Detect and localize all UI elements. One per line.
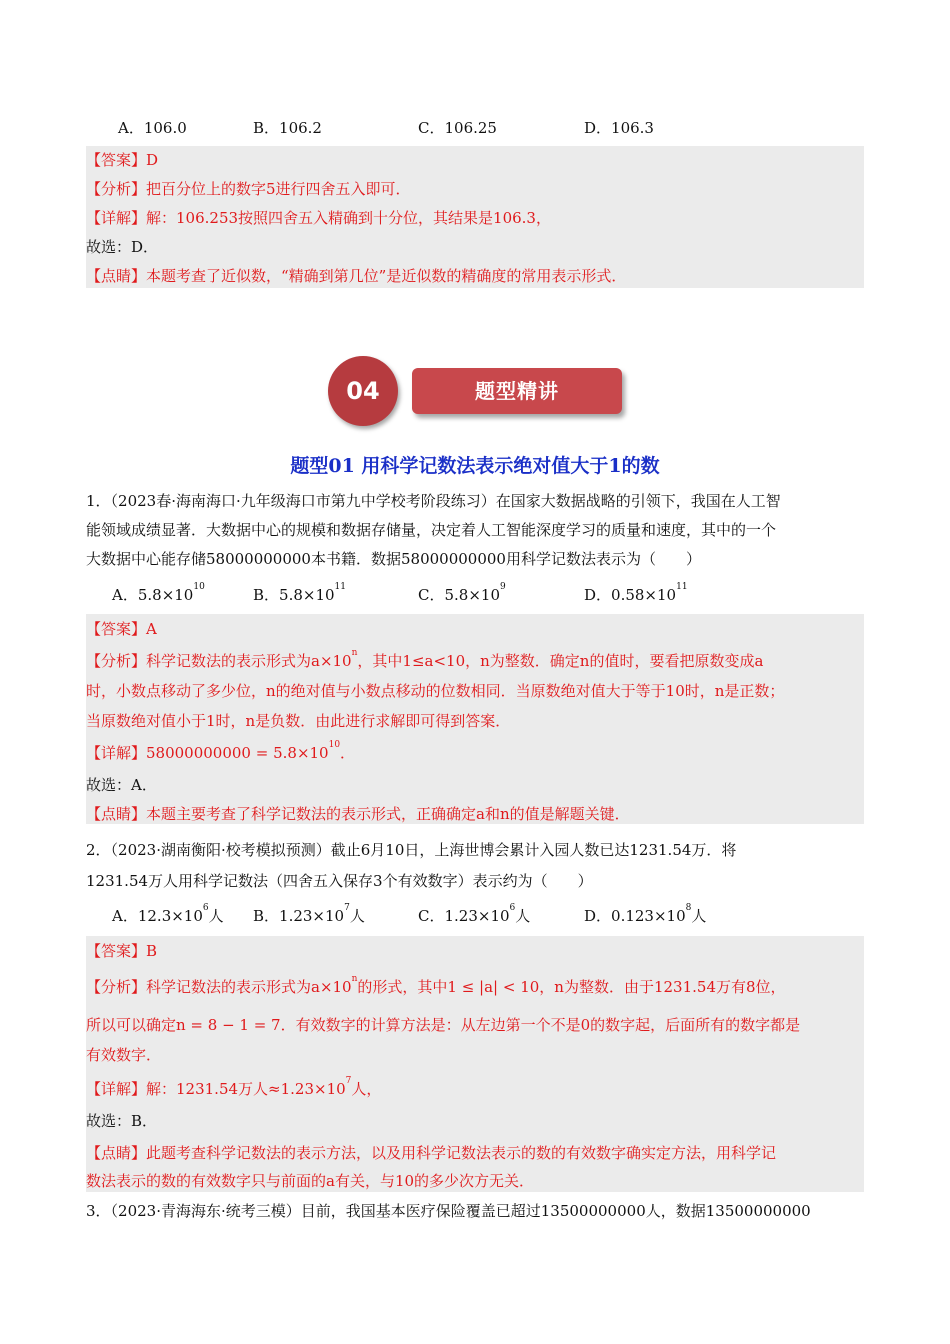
q2-comment-1: 【点睛】此题考查科学记数法的表示方法，以及用科学记数法表示的数的有效数字确实定方法，用科学记: [86, 1144, 777, 1162]
q3-line-1: 3．（2023·青海海东·统考三模）目前，我国基本医疗保险覆盖已超过13500000000人，数据13500000000: [86, 1202, 811, 1220]
choice-line: 故选：D．: [86, 238, 159, 256]
q2-option-a: A．$12.3\times 10^6$人: [112, 903, 224, 925]
q1-option-c: C．$5.8\times 10^9$: [418, 582, 506, 604]
q2-solution-box: [86, 936, 864, 1192]
answer-line: 【答案】D: [86, 151, 159, 169]
comment-line: 【点睛】本题考查了近似数，“精确到第几位”是近似数的精确度的常用表示形式．: [86, 267, 627, 285]
q1-line-3: 大数据中心能存储58000000000本书籍．数据58000000000用科学记数法表示为（ ）: [86, 550, 701, 568]
q2-option-c: C．$1.23\times 10^6$人: [418, 903, 531, 925]
q1-answer: 【答案】A: [86, 620, 157, 638]
q2-option-b: B．$1.23\times 10^7$人: [253, 903, 365, 925]
q2-options: [112, 903, 838, 929]
q2-line-2: 1231.54万人用科学记数法（四舍五入保存3个有效数字）表示约为（ ）: [86, 872, 593, 890]
detail-line: 【详解】解：106.253按照四舍五入精确到十分位，其结果是106.3，: [86, 209, 551, 227]
option-a: A．106.0: [118, 119, 187, 137]
prev-solution-box: [86, 146, 864, 288]
q1-line-1: 1．（2023春·海南海口·九年级海口市第九中学校考阶段练习）在国家大数据战略的引领下，我国在人工智: [86, 492, 781, 510]
q2-choice: 故选：B．: [86, 1112, 158, 1130]
q2-analysis-2: 所以可以确定n = 8 − 1 = 7．有效数字的计算方法是：从左边第一个不是0的数字起，后面所有的数字都是: [86, 1016, 801, 1034]
section-label-badge: 题型精讲: [412, 368, 622, 414]
q1-option-d: D．$0.58\times 10^{11}$: [584, 582, 688, 604]
section-title: 题型01 用科学记数法表示绝对值大于1的数: [290, 455, 660, 477]
q1-detail: 【详解】$58000000000 = 5.8\times 10^{10}$．: [86, 740, 356, 762]
q1-analysis-3: 当原数绝对值小于1时，n是负数．由此进行求解即可得到答案．: [86, 712, 511, 730]
q1-option-b: B．$5.8\times 10^{11}$: [253, 582, 346, 604]
section-number-badge: 04: [328, 356, 398, 426]
option-d: D．106.3: [584, 119, 654, 137]
q1-analysis-1: 【分析】科学记数法的表示形式为$a\times 10^n$，其中1≤a<10，n为整数．确定n的值时，要看把原数变成a: [86, 648, 764, 670]
q1-comment: 【点睛】本题主要考查了科学记数法的表示形式，正确确定a和n的值是解题关键．: [86, 805, 630, 823]
q1-line-2: 能领域成绩显著．大数据中心的规模和数据存储量，决定着人工智能深度学习的质量和速度，其中的一个: [86, 521, 777, 539]
q1-solution-box: [86, 614, 864, 824]
q2-option-d: D．$0.123\times 10^8$人: [584, 903, 707, 925]
q1-options: [112, 582, 838, 608]
option-b: B．106.2: [253, 119, 322, 137]
q2-line-1: 2．（2023·湖南衡阳·校考模拟预测）截止6月10日，上海世博会累计入园人数已达1231.54万．将: [86, 841, 737, 859]
q2-analysis-1: 【分析】科学记数法的表示形式为$a\times 10^n$的形式，其中1 ≤ |a| < 10，n为整数．由于1231.54万有8位，: [86, 974, 786, 996]
option-c: C．106.25: [418, 119, 497, 137]
q1-choice: 故选：A．: [86, 776, 157, 794]
q2-analysis-3: 有效数字．: [86, 1046, 162, 1064]
analysis-line: 【分析】把百分位上的数字5进行四舍五入即可．: [86, 180, 411, 198]
q2-comment-2: 数法表示的数的有效数字只与前面的a有关，与10的多少次方无关．: [86, 1172, 535, 1190]
q2-answer: 【答案】B: [86, 942, 158, 960]
q2-detail: 【详解】解：1231.54万人$\approx 1.23\times 10^7$人，: [86, 1076, 382, 1098]
q1-analysis-2: 时，小数点移动了多少位，n的绝对值与小数点移动的位数相同．当原数绝对值大于等于10时，n是正数；: [86, 682, 785, 700]
prev-options: [118, 117, 838, 141]
q1-option-a: A．$5.8\times 10^{10}$: [112, 582, 205, 604]
